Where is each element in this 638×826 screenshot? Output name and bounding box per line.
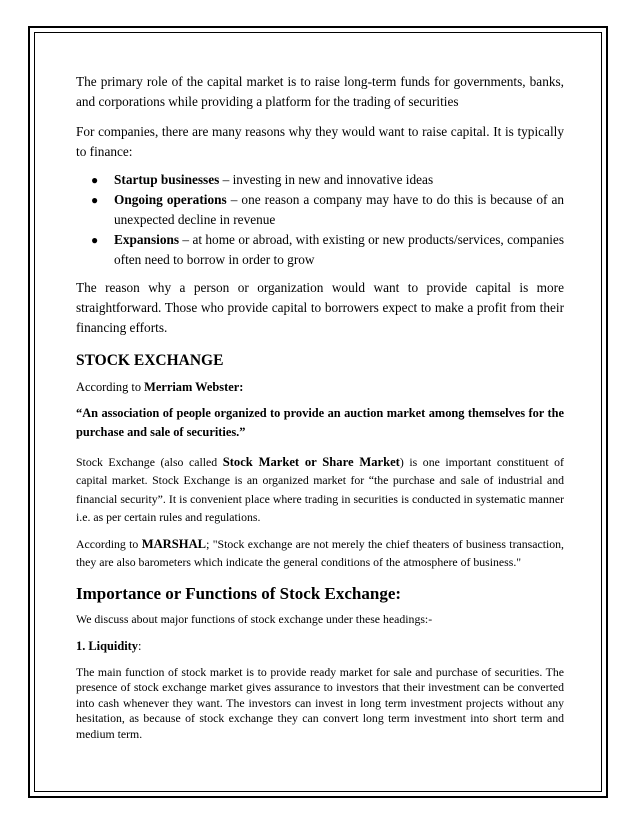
marshal-name: MARSHAL bbox=[141, 536, 207, 551]
subheading-liquidity bbox=[76, 637, 564, 657]
heading-functions-of-stock-exchange: Importance or Functions of Stock Exchange: bbox=[76, 584, 402, 604]
list-item-term: Ongoing operations bbox=[114, 192, 227, 207]
list-item-text: – investing in new and innovative ideas bbox=[219, 172, 434, 187]
list-item bbox=[76, 170, 564, 190]
document-body bbox=[76, 72, 564, 742]
paragraph-according-to-source bbox=[76, 378, 564, 398]
liquidity-heading-label: 1. Liquidity bbox=[76, 639, 138, 654]
list-item bbox=[76, 230, 564, 270]
se-def-text-c: ) is one important constituent of capital market. Stock Exchange is an organized market for “the purchase and sale of industrial and financial security”. It is convenient place where trading in securities is conducted in systematic manner i.e. as per certain rules and regulations. bbox=[76, 454, 564, 525]
paragraph-reasons-to-raise-capital: For companies, there are many reasons why they would want to raise capital. It is typically to finance: bbox=[76, 124, 564, 159]
list-item-term: Expansions bbox=[114, 232, 180, 247]
se-def-text-a: Stock Exchange (also called bbox=[76, 454, 223, 469]
finance-reasons-list bbox=[76, 170, 564, 270]
list-item bbox=[76, 190, 564, 230]
se-def-term: Stock Market or Share Market bbox=[222, 454, 400, 469]
paragraph-liquidity: The main function of stock market is to provide ready market for sale and purchase of securities. The presence of stock exchange market gives assurance to investors that their investment can be converted into cash whenever they want. The investors can invest in long term investment projects without any hesitation, as because of stock exchange they can convert long term investment into short term and medium term. bbox=[76, 664, 564, 741]
list-item-term: Startup businesses bbox=[114, 172, 220, 187]
bullet-icon: ● bbox=[91, 173, 99, 187]
paragraph-stock-exchange-definition bbox=[76, 453, 564, 527]
list-item-text: – one reason a company may have to do this is because of an unexpected decline in revenue bbox=[114, 192, 565, 227]
bullet-icon: ● bbox=[91, 233, 99, 247]
paragraph-provide-capital-reason: The reason why a person or organization would want to provide capital is more straightforward. Those who provide capital to borrowers expect to make a profit from their financing efforts. bbox=[76, 280, 564, 335]
marshal-text-a: According to bbox=[76, 536, 142, 551]
list-item-text: – at home or abroad, with existing or new products/services, companies often need to borrow in order to grow bbox=[114, 232, 564, 267]
liquidity-colon: : bbox=[137, 639, 142, 654]
paragraph-discuss-headings: We discuss about major functions of stock exchange under these headings:- bbox=[76, 612, 433, 627]
paragraph-marshal-quote bbox=[76, 535, 564, 572]
according-prefix: According to bbox=[76, 380, 145, 394]
according-source: Merriam Webster: bbox=[144, 380, 244, 394]
definition-quote: “An association of people organized to provide an auction market among themselves for the purchase and sale of securities.” bbox=[76, 405, 564, 439]
paragraph-capital-market-role: The primary role of the capital market is to raise long-term funds for governments, banks, and corporations while providing a platform for the trading of securities bbox=[76, 74, 564, 109]
heading-stock-exchange: STOCK EXCHANGE bbox=[76, 352, 224, 369]
marshal-text-c: ; "Stock exchange are not merely the chief theaters of business transaction, they are also barometers which indicate the general conditions of the atmosphere of business." bbox=[76, 536, 564, 570]
bullet-icon: ● bbox=[91, 193, 99, 207]
